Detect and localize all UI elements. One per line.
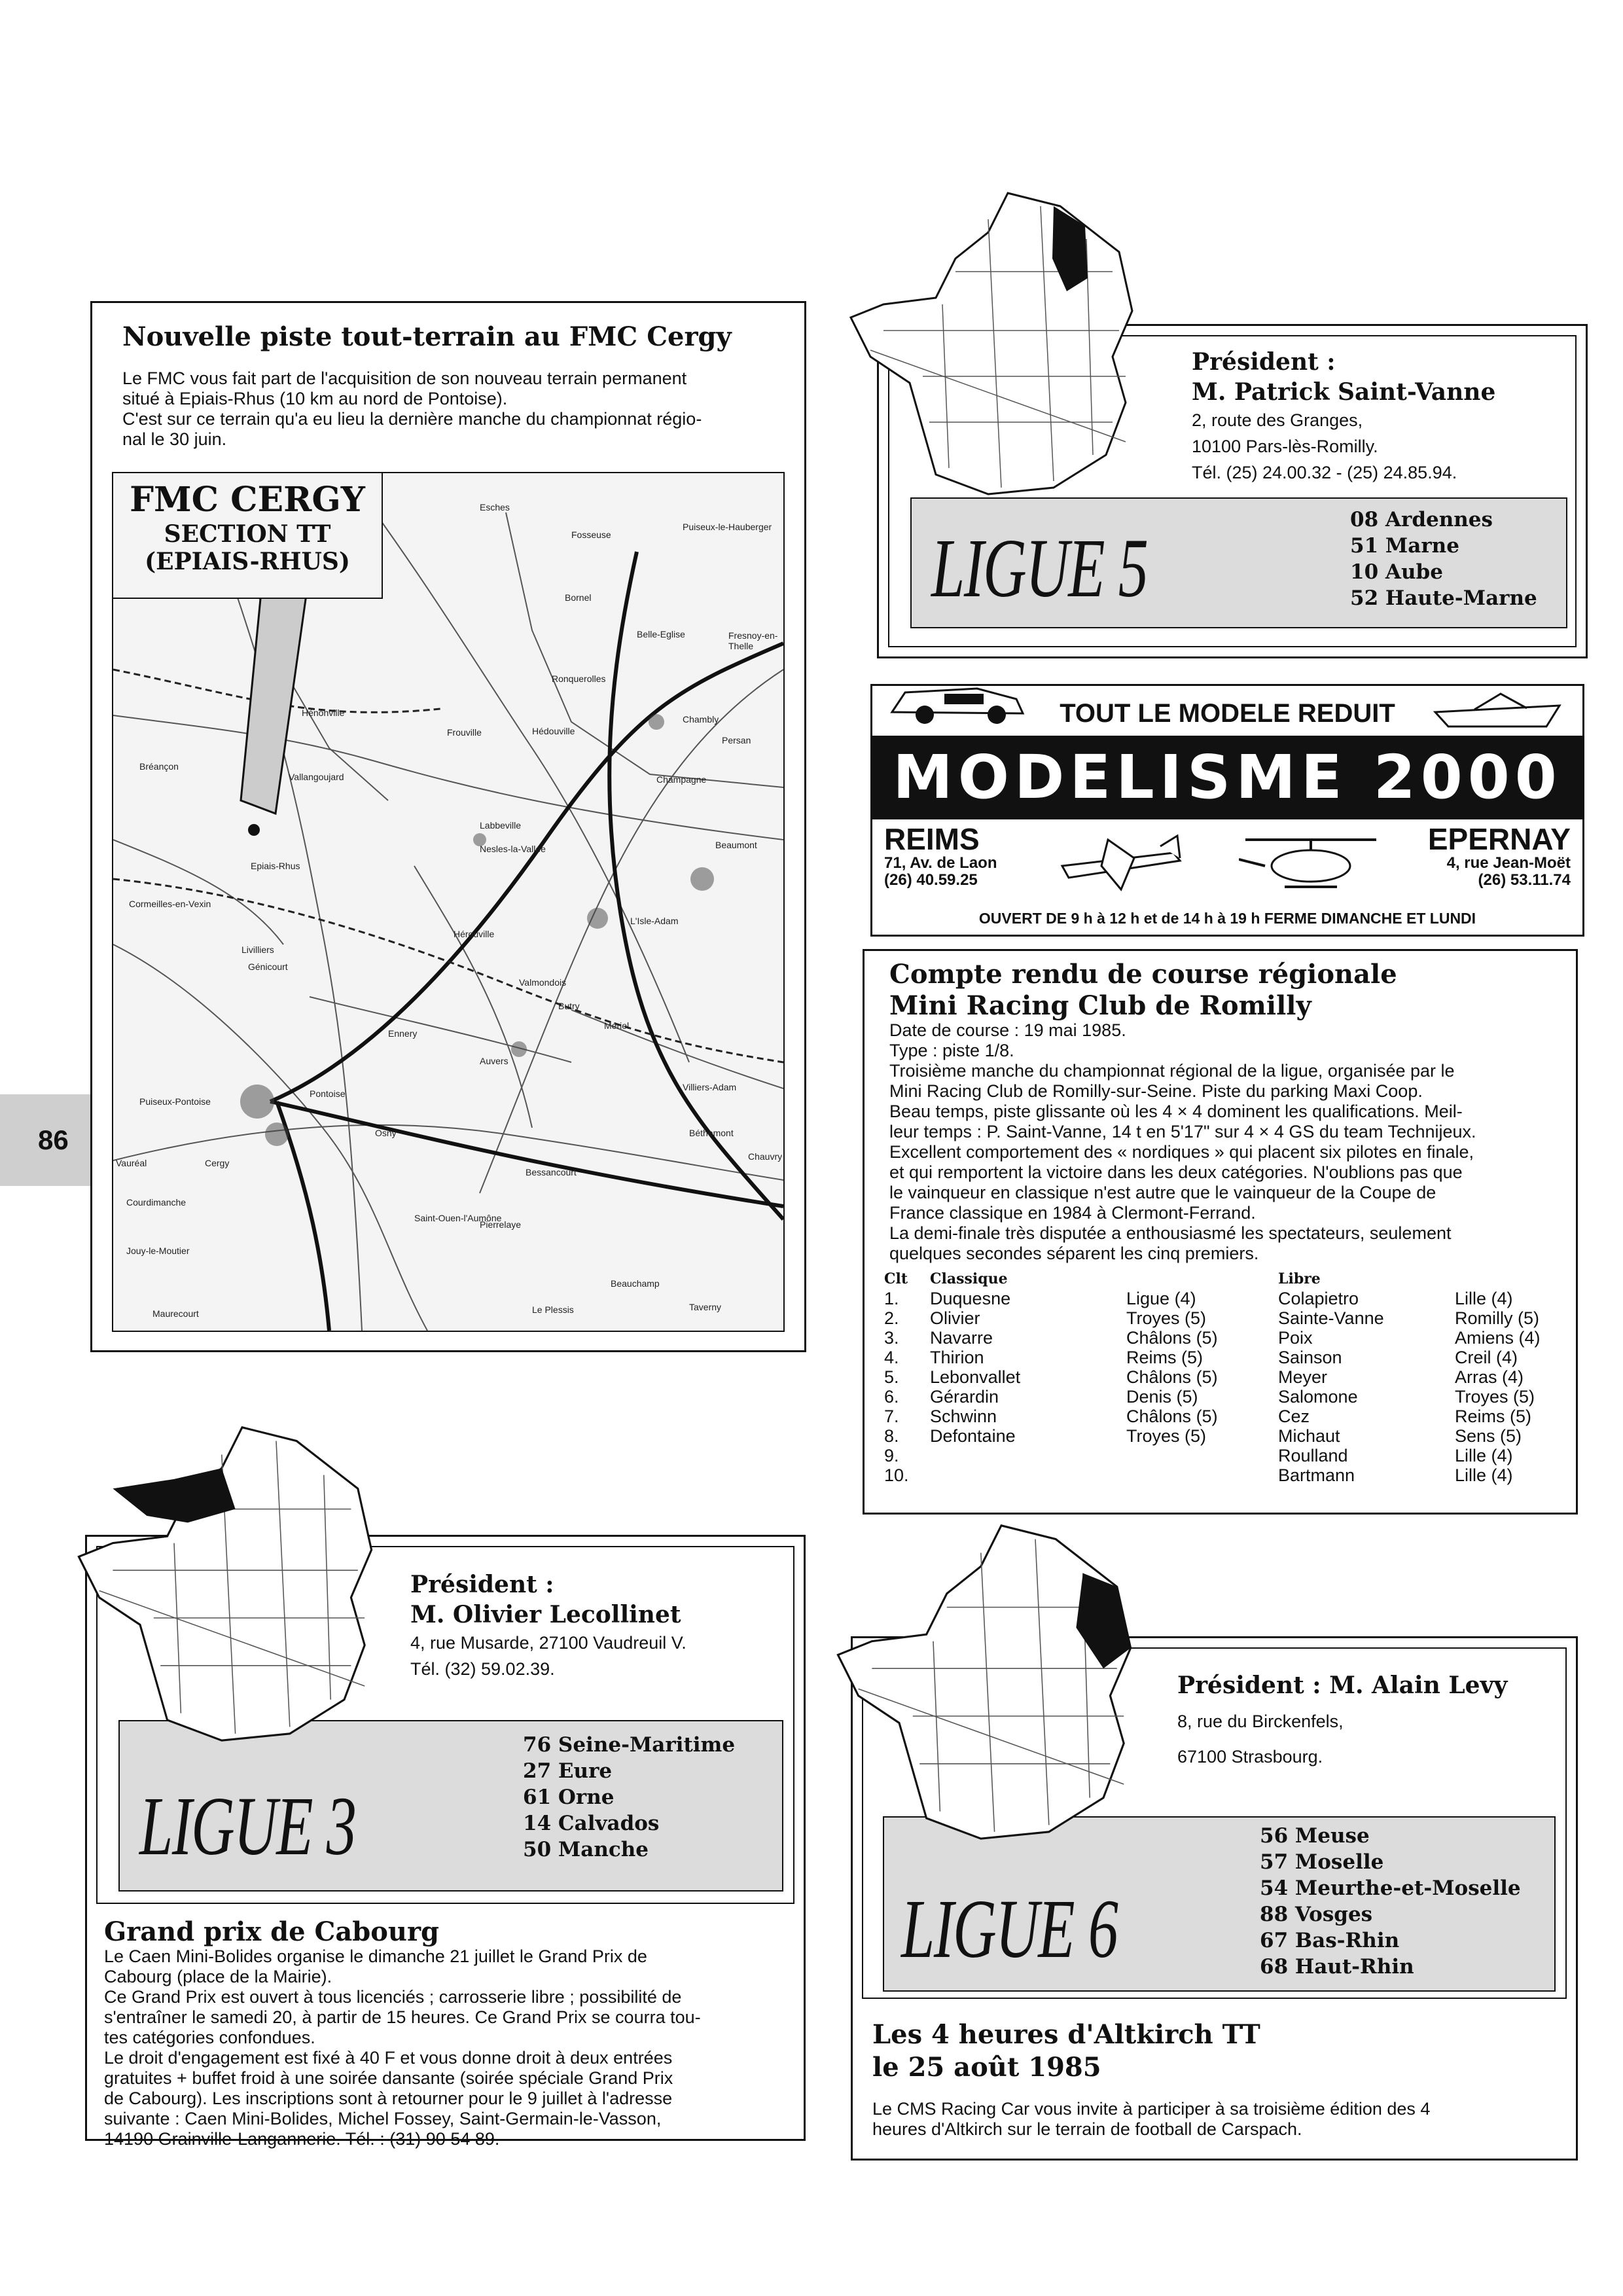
ligue5-title: LIGUE 5 — [931, 522, 1148, 615]
modelisme-ad — [870, 684, 1584, 937]
romilly-title-2: Mini Racing Club de Romilly — [889, 990, 1311, 1021]
ad-epernay: EPERNAY 4, rue Jean-Moët (26) 53.11.74 — [1427, 822, 1571, 889]
table-row: 10. Bartmann Lille (4) — [884, 1465, 1513, 1485]
page-number-tab — [0, 1094, 92, 1186]
airplane-icon — [1056, 827, 1186, 899]
altkirch-article — [851, 2005, 1578, 2161]
ligue6-title: LIGUE 6 — [901, 1882, 1118, 1975]
results-table: Clt Classique Libre 1. Duquesne Ligue (4) Colapietro Lille (4) 2. Olivier Troyes (5) Sainte-Vanne Romilly (5) 3. Navarre Châlons (5) Poix Amiens (4) 4. Thirion Reims (5) Sainson Creil (4) 5. Lebonvallet Châlons (5) Meyer Arras (4) 6. Gérardin Denis (5) Salomone Troyes (5) 7. Schwinn Châlons (5) Cez Reims (5) 8. Defontaine Troyes (5) Michaut Sens (5) 9. Roulland Lille (4) 10. Bartmann Lille (4) — [884, 1269, 1560, 1485]
table-row: 8. Defontaine Troyes (5) Michaut Sens (5) — [884, 1426, 1522, 1446]
helicopter-icon — [1239, 827, 1383, 899]
table-row: 9. Roulland Lille (4) — [884, 1446, 1513, 1465]
race-car-icon — [885, 679, 1029, 725]
ligue5-banner — [910, 497, 1567, 628]
romilly-body: Date de course : 19 mai 1985. Type : piste 1/8. Troisième manche du championnat régional de la ligue, organisée par le Mini Racing Club de Romilly-sur-Seine. Piste du parking Maxi Coop. Beau temps, piste glissante où les 4 × 4 dominent les qualifications. Meil- leur temps : P. Saint-Vanne, 14 t en 5'17" sur 4 × 4 GS du team Technijeux. Excellent comportement des « nordiques » qui placent six pilotes en finale, et qui remportent la victoire dans les deux catégories. N'oublions pas que le vainqueur en classique n'est autre que le vainqueur de la Coupe de France classique en 1984 à Clermont-Ferrand. La demi-finale très disputée a enthousiasmé les spectateurs, seulement quelques secondes séparent les cinq premiers. — [889, 1020, 1476, 1263]
ligue5-departments: 08 Ardennes 51 Marne 10 Aube 52 Haute-Marne — [1350, 508, 1537, 610]
table-row: 1. Duquesne Ligue (4) Colapietro Lille (4) — [884, 1289, 1513, 1308]
ligue6-president: Président : M. Alain Levy 8, rue du Birckenfels, 67100 Strasbourg. — [1177, 1672, 1508, 1767]
ligue3-president: Président : M. Olivier Lecollinet 4, rue Musarde, 27100 Vaudreuil V. Tél. (32) 59.02.39. — [410, 1571, 687, 1679]
boat-icon — [1429, 686, 1573, 732]
ad-brand: MODELISME 2000 — [893, 742, 1562, 812]
table-row: 6. Gérardin Denis (5) Salomone Troyes (5) — [884, 1387, 1535, 1407]
cabourg-title: Grand prix de Cabourg — [104, 1916, 440, 1947]
table-row: 2. Olivier Troyes (5) Sainte-Vanne Romilly (5) — [884, 1308, 1540, 1328]
map-label-line-2: SECTION TT — [164, 520, 331, 548]
map-label-line-3: (EPIAIS-RHUS) — [145, 548, 350, 575]
fmc-body: Le FMC vous fait part de l'acquisition de son nouveau terrain permanent situé à Epiais-Rhus (10 km au nord de Pontoise). C'est sur ce terrain qu'a eu lieu la dernière manche du championnat régio- nal le 30 juin. — [122, 368, 702, 449]
table-row: 5. Lebonvallet Châlons (5) Meyer Arras (4) — [884, 1367, 1524, 1387]
table-row: 7. Schwinn Châlons (5) Cez Reims (5) — [884, 1407, 1532, 1426]
romilly-title-1: Compte rendu de course régionale — [889, 959, 1397, 990]
cabourg-body: Le Caen Mini-Bolides organise le dimanche 21 juillet le Grand Prix de Cabourg (place de la Mairie). Ce Grand Prix est ouvert à tous licenciés ; carrosserie libre ; possibilité de s'entraîner le samedi 20, à partir de 15 heures. Ce Grand Prix se courra tou- tes catégories confondues. Le droit d'engagement est fixé à 40 F et vous donne droit à deux entrées gratuites + buffet froid à une soirée dansante (soirée spéciale Grand Prix de Cabourg). Les inscriptions sont à retourner pour le 9 juillet à l'adresse suivante : Caen Mini-Bolides, Michel Fossey, Saint-Germain-le-Vasson, 14190 Grainville-Langannerie. Tél. : (31) 90 54 89. — [104, 1946, 701, 2149]
ad-reims: REIMS 71, Av. de Laon (26) 40.59.25 — [884, 822, 997, 889]
france-map-ligue6 — [831, 1512, 1171, 1852]
table-row: 4. Thirion Reims (5) Sainson Creil (4) — [884, 1348, 1518, 1367]
altkirch-title-2: le 25 août 1985 — [872, 2052, 1101, 2083]
fmc-article — [90, 301, 806, 1352]
ad-hours: OUVERT DE 9 h à 12 h et de 14 h à 19 h FERME DIMANCHE ET LUNDI — [978, 910, 1476, 927]
altkirch-title-1: Les 4 heures d'Altkirch TT — [872, 2019, 1260, 2050]
ad-top-line: TOUT LE MODELE REDUIT — [872, 699, 1582, 728]
table-row: 3. Navarre Châlons (5) Poix Amiens (4) — [884, 1328, 1541, 1348]
map-label-line-1: FMC CERGY — [130, 480, 365, 520]
ligue5-president: Président : M. Patrick Saint-Vanne 2, route des Granges, 10100 Pars-lès-Romilly. Tél. (25) 24.00.32 - (25) 24.85.94. — [1192, 348, 1496, 482]
page-number: 86 — [38, 1124, 69, 1155]
romilly-report — [863, 949, 1578, 1515]
fmc-map — [112, 472, 785, 1332]
cabourg-article — [85, 1910, 806, 2149]
ad-brand-bar — [872, 736, 1582, 819]
ligue3-title: LIGUE 3 — [139, 1780, 356, 1873]
ligue3-departments: 76 Seine-Maritime 27 Eure 61 Orne 14 Calvados 50 Manche — [523, 1733, 736, 1861]
france-map-ligue3 — [65, 1414, 419, 1754]
map-place-names: Esches Fosseuse Bornel Puiseux-le-Hauberger Belle-Eglise Fresnoy-en-Thelle Chambly Ronquerolles Hénonville Frouville Hédouville Champagne Persan Bréançon Vallangoujard Epiais-Rhus Labbeville Nesles-la-Vallée Beaumont Cormeilles-en-Vexin Hérouville Ennery Livilliers Génicourt Valmondois L'Isle-Adam Butry Mériel Auvers Pontoise Cergy Osny Villiers-Adam Bessancourt Taverny Béthemont Chauvry Pierrelaye Saint-Ouen-l'Aumône Puiseux-Pontoise Courdimanche Jouy-le-Moutier Maurecourt Vauréal Beauchamp Le Plessis — [116, 502, 783, 1319]
france-map-ligue5 — [844, 180, 1171, 507]
fmc-title: Nouvelle piste tout-terrain au FMC Cergy — [122, 321, 732, 352]
altkirch-body: Le CMS Racing Car vous invite à participer à sa troisième édition des 4 heures d'Altkirch sur le terrain de football de Carspach. — [872, 2099, 1431, 2139]
ligue6-departments: 56 Meuse 57 Moselle 54 Meurthe-et-Moselle 88 Vosges 67 Bas-Rhin 68 Haut-Rhin — [1260, 1824, 1521, 1979]
